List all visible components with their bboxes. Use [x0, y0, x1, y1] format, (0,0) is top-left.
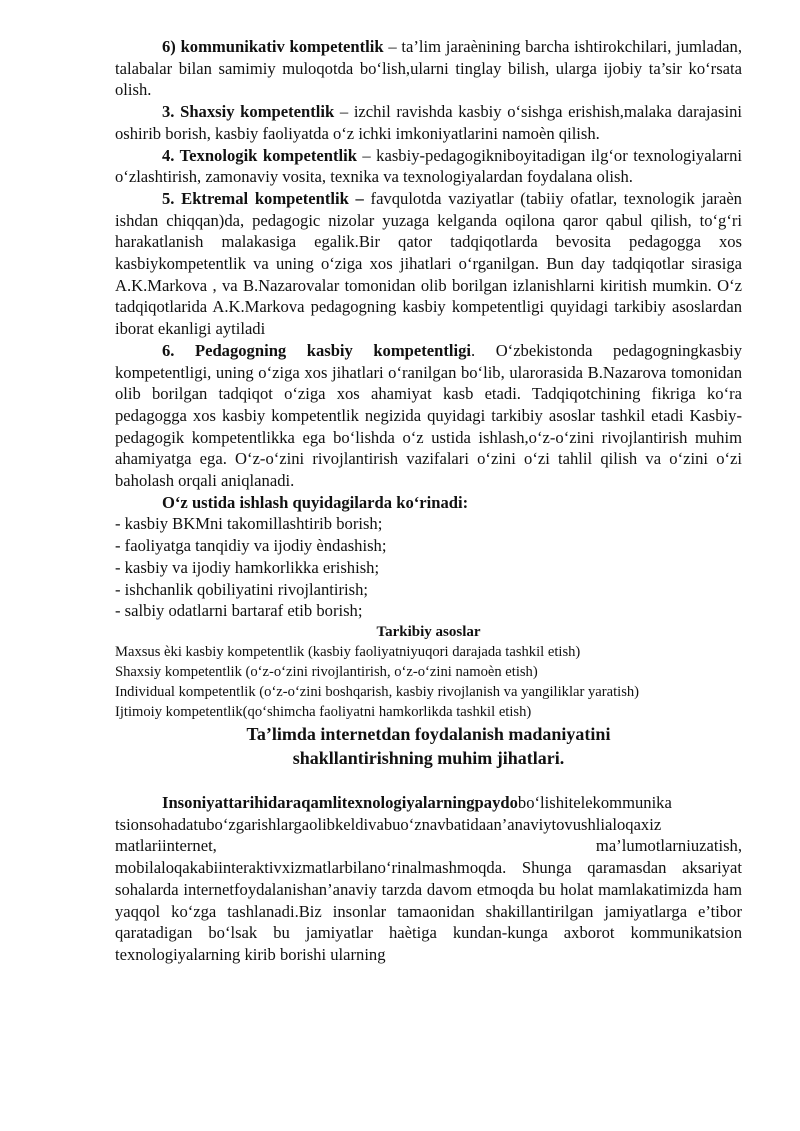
paragraph-technological-competence [115, 145, 742, 188]
paragraph-communicative-competence [115, 36, 742, 101]
term-technological: 4. Texnologik kompetentlik [162, 145, 357, 165]
section-title-line1: Ta’limda internetdan foydalanish madaniyatini [246, 723, 611, 744]
paragraph-extreme-competence [115, 188, 742, 340]
text-personal: – izchil ravishda kasbiy o‘sishga erishish,malaka darajasini oshirib borish, kasbiy faoliyatda o‘z ichki imkoniyatlarini namoèn qilish. [115, 102, 742, 143]
text-communicative: – ta’lim jaraènining barcha ishtirokchilari, jumladan, talabalar bilan samimiy muloqotda bo‘lish,ularni tinglay bilish, ularga ijobiy ta’sir ko‘rsata olish. [115, 37, 742, 100]
tarkibiy-item: Shaxsiy kompetentlik (o‘z-o‘zini rivojlantirish, o‘z-o‘zini namoèn etish) [115, 663, 538, 680]
text-extreme: favqulotda vaziyatlar (tabiiy ofatlar, texnologik jaraèn ishdan chiqqan)da, pedagogic nizolar yuzaga kelganda oqilona qaror qabul qilish, to‘g‘ri harakatlanish malakasiga egalik.Bir qator tadqiqotlarda bevosita pedagogga xos kasbiykompetentlik va uning o‘ziga xos jihatlari o‘rganilgan. Bun day tadqiqotlar sirasiga A.K.Markova , va B.Nazarovalar tomonidan olib borilgan izlanishlarni kiritish mumkin. O‘z tadqiqotlarida A.K.Markova pedagogning kasbiy kompetentligi quyidagi tarkibiy asoslardan iborat ekanligi aytiladi [115, 188, 742, 339]
final-body: mobilaloqakabiinteraktivxizmatlarbilano‘rinalmashmoqda. Shunga qaramasdan aksariyat sohalarda internetfoydalanishan’anaviy tarzda davom etmoqda bu holat mamlakatimizda ham yaqqol ko‘zga tashlanadi.Biz insonlar tamaonidan shakillantirilgan jamiyatlarga e’tibor qaratadigan bo‘lsak bu jamiyatlar haètiga kundan-kunga axborot kommunikatsion texnologiyalarning kirib borishi ularning [115, 858, 742, 964]
term-extreme: 5. Ektremal kompetentlik – [162, 188, 364, 208]
term-personal: 3. Shaxsiy kompetentlik [162, 102, 335, 122]
final-line-3-right: ma’lumotlarniuzatish, [595, 836, 742, 856]
tarkibiy-item: Ijtimoiy kompetentlik(qo‘shimcha faoliyatni hamkorlikda tashkil etish) [115, 703, 532, 720]
final-line-2: tsionsohadatubo‘zgarishlargaolibkeldivabuo‘znavbatidaan’anaviytovushlialoqaxiz [115, 814, 662, 834]
spacer [115, 770, 742, 792]
self-work-list [115, 513, 742, 622]
list-item: - faoliyatga tanqidiy va ijodiy èndashish; [115, 536, 387, 556]
document-page [115, 36, 742, 966]
final-line-3 [115, 835, 742, 857]
list-item: - ishchanlik qobiliyatini rivojlantirish; [115, 579, 369, 599]
term-communicative: 6) kommunikativ kompetentlik [162, 37, 384, 56]
tarkibiy-item: Individual kompetentlik (o‘z-o‘zini boshqarish, kasbiy rivojlanish va yangiliklar yaratish) [115, 683, 640, 700]
tarkibiy-list [115, 642, 742, 722]
section-title-line2: shakllantirishning muhim jihatlari. [292, 747, 565, 768]
text-pedagog: . O‘zbekistonda pedagogningkasbiy kompetentligi, uning o‘ziga xos jihatlari o‘ranilgan bo‘lib, ularorasida B.Nazarova tomonidan olib borilgan tadqiqot o‘ziga xos ahamiyat kasb etadi. Tadqiqotchining fikriga ko‘ra pedagogga xos kasbiy kompetentlik negizida quyidagi tarkibiy asoslar tashkil etadi Kasbiy-pedagogik kompetentlikka ega bo‘lishda o‘z ustida ishlash,o‘z-o‘zini rivojlantirish muhim ahamiyatga ega. O‘z-o‘zini rivojlantirish vazifalari o‘zini o‘zi tahlil qilish va o‘zini o‘zi baholash orqali aniqlanadi. [115, 340, 742, 491]
tarkibiy-title: Tarkibiy asoslar [376, 623, 481, 640]
final-line-1-rest: bo‘lishitelekommunika [517, 792, 672, 812]
term-insoniyat: Insoniyattarihidaraqamlitexnologiyalarningpaydo [162, 792, 518, 812]
tarkibiy-item: Maxsus èki kasbiy kompetentlik (kasbiy faoliyatniyuqori darajada tashkil etish) [115, 643, 581, 660]
final-line-3-left: matlariinternet, [115, 836, 217, 856]
paragraph-internet-culture [115, 792, 742, 966]
term-pedagog: 6. Pedagogning kasbiy kompetentligi [162, 340, 472, 360]
list-item: - salbiy odatlarni bartaraf etib borish; [115, 601, 363, 621]
list-item: - kasbiy BKMni takomillashtirib borish; [115, 514, 383, 534]
final-line-1 [115, 792, 742, 814]
text-technological: – kasbiy-pedagogikniboyitadigan ilg‘or texnologiyalarni o‘zlashtirish, zamonaviy vosita, texnika va texnologiyalardan foydalana olish. [115, 145, 742, 187]
paragraph-pedagog-competence [115, 340, 742, 492]
list-item: - kasbiy va ijodiy hamkorlikka erishish; [115, 557, 380, 577]
paragraph-personal-competence [115, 101, 742, 144]
list-heading: O‘z ustida ishlash quyidagilarda ko‘rinadi: [162, 492, 469, 512]
